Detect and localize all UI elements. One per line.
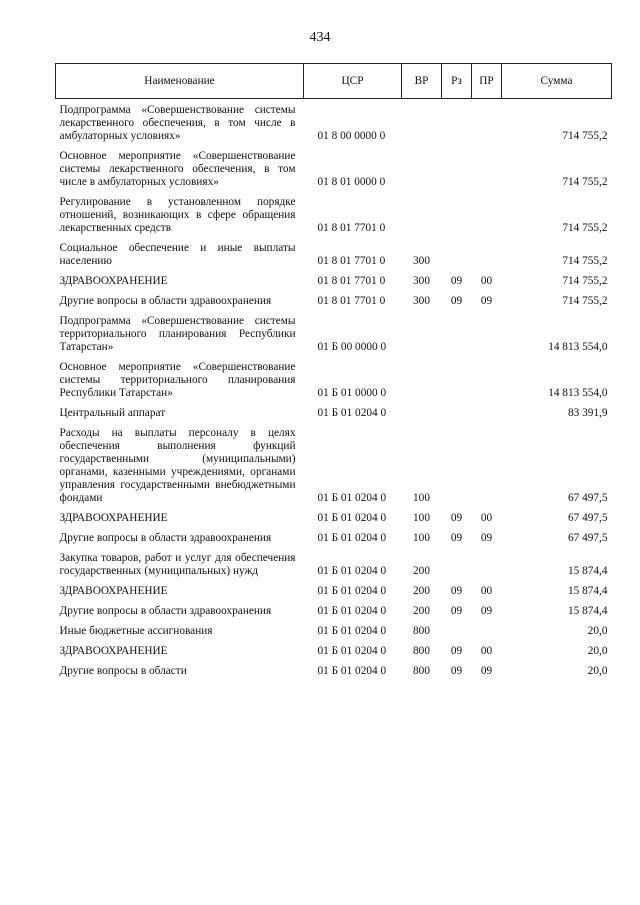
header-pr: ПР	[472, 64, 502, 99]
table-row	[56, 191, 612, 237]
row-csr: 01 8 00 0000 0	[317, 130, 386, 142]
row-name: Иные бюджетные ассигнования	[59, 625, 213, 637]
row-name: Закупка товаров, работ и услуг для обеспечения государственных (муниципальных) нужд	[59, 552, 296, 577]
table-row	[56, 620, 612, 640]
row-vr: 100	[413, 492, 430, 504]
header-vr: ВР	[402, 64, 442, 99]
row-csr: 01 Б 00 0000 0	[317, 341, 387, 353]
header-rz: Рз	[442, 64, 472, 99]
row-sum: 83 391,9	[567, 407, 608, 419]
row-name: Регулирование в установленном порядке отношений, возникающих в сфере обращения лекарственных средств	[59, 196, 296, 234]
row-sum: 14 813 554,0	[548, 341, 608, 353]
row-pr	[472, 99, 502, 146]
row-pr: 00	[480, 275, 493, 287]
table-row	[56, 270, 612, 290]
row-csr: 01 Б 01 0204 0	[317, 492, 387, 504]
row-csr: 01 Б 01 0204 0	[317, 625, 387, 637]
row-pr	[472, 237, 502, 270]
row-pr	[472, 191, 502, 237]
row-rz: 09	[450, 532, 463, 544]
row-csr: 01 Б 01 0204 0	[317, 605, 387, 617]
row-csr: 01 Б 01 0000 0	[317, 387, 387, 399]
table-row	[56, 507, 612, 527]
table-row	[56, 660, 612, 680]
row-name: ЗДРАВООХРАНЕНИЕ	[59, 585, 168, 597]
row-rz: 09	[450, 275, 463, 287]
table-row	[56, 600, 612, 620]
table-row	[56, 640, 612, 660]
row-sum: 20,0	[587, 645, 608, 657]
row-name: ЗДРАВООХРАНЕНИЕ	[59, 512, 168, 524]
row-rz	[442, 402, 472, 422]
row-pr: 09	[480, 665, 493, 677]
table-row	[56, 402, 612, 422]
row-vr: 100	[413, 512, 430, 524]
row-sum: 714 755,2	[562, 295, 608, 307]
row-rz: 09	[450, 605, 463, 617]
header-csr: ЦСР	[304, 64, 402, 99]
row-sum: 15 874,4	[567, 605, 608, 617]
row-vr	[402, 402, 442, 422]
row-rz	[442, 356, 472, 402]
row-name: Другие вопросы в области здравоохранения	[59, 532, 272, 544]
row-csr: 01 Б 01 0204 0	[317, 532, 387, 544]
row-pr: 09	[480, 605, 493, 617]
row-pr	[472, 356, 502, 402]
row-csr: 01 8 01 7701 0	[317, 295, 386, 307]
row-vr	[402, 191, 442, 237]
row-name: Расходы на выплаты персоналу в целях обеспечения выполнения функций государственными (муниципальными) органами, казенными учреждениями, органами управления государственными внебюджетными фондами	[59, 427, 296, 504]
row-csr: 01 Б 01 0204 0	[317, 665, 387, 677]
row-name: ЗДРАВООХРАНЕНИЕ	[59, 275, 168, 287]
row-vr: 200	[413, 565, 430, 577]
header-row	[56, 64, 612, 99]
table-row	[56, 356, 612, 402]
row-vr	[402, 310, 442, 356]
row-vr: 800	[413, 665, 430, 677]
row-name: Центральный аппарат	[59, 407, 166, 419]
row-rz	[442, 237, 472, 270]
row-rz	[442, 620, 472, 640]
row-rz: 09	[450, 295, 463, 307]
row-csr: 01 Б 01 0204 0	[317, 645, 387, 657]
row-name: Социальное обеспечение и иные выплаты населению	[59, 242, 296, 267]
row-pr	[472, 547, 502, 580]
table-row	[56, 145, 612, 191]
row-csr: 01 Б 01 0204 0	[317, 407, 387, 419]
row-pr: 09	[480, 295, 493, 307]
table-row	[56, 422, 612, 507]
row-name: Другие вопросы в области	[59, 665, 187, 677]
row-vr: 300	[413, 275, 430, 287]
table-header	[56, 64, 612, 99]
row-name: ЗДРАВООХРАНЕНИЕ	[59, 645, 168, 657]
row-csr: 01 8 01 7701 0	[317, 275, 386, 287]
row-rz: 09	[450, 512, 463, 524]
row-rz	[442, 99, 472, 146]
row-vr	[402, 99, 442, 146]
row-name: Основное мероприятие «Совершенствование системы территориального планирования Республики Татарстан»	[59, 361, 296, 399]
row-pr	[472, 310, 502, 356]
row-vr: 300	[413, 295, 430, 307]
row-csr: 01 8 01 7701 0	[317, 255, 386, 267]
row-sum: 67 497,5	[567, 492, 608, 504]
row-sum: 14 813 554,0	[548, 387, 608, 399]
row-rz	[442, 310, 472, 356]
row-rz	[442, 191, 472, 237]
budget-table	[55, 63, 612, 680]
row-pr	[472, 422, 502, 507]
row-name: Подпрограмма «Совершенствование системы лекарственного обеспечения, в том числе в амбулаторных условиях»	[59, 104, 296, 142]
header-name: Наименование	[56, 64, 304, 99]
row-sum: 15 874,4	[567, 585, 608, 597]
row-csr: 01 8 01 0000 0	[317, 176, 386, 188]
row-sum: 714 755,2	[562, 275, 608, 287]
row-pr	[472, 402, 502, 422]
row-name: Другие вопросы в области здравоохранения	[59, 295, 272, 307]
row-sum: 20,0	[587, 665, 608, 677]
row-sum: 714 755,2	[562, 255, 608, 267]
row-csr: 01 Б 01 0204 0	[317, 512, 387, 524]
row-vr	[402, 356, 442, 402]
row-sum: 20,0	[587, 625, 608, 637]
table-body	[56, 99, 612, 681]
row-vr: 300	[413, 255, 430, 267]
row-vr: 200	[413, 585, 430, 597]
page-number: 434	[309, 30, 331, 45]
row-rz	[442, 422, 472, 507]
row-sum: 714 755,2	[562, 176, 608, 188]
row-pr	[472, 620, 502, 640]
row-vr: 800	[413, 645, 430, 657]
row-name: Основное мероприятие «Совершенствование системы лекарственного обеспечения, в том числе в амбулаторных условиях»	[59, 150, 296, 188]
row-rz	[442, 145, 472, 191]
row-pr: 09	[480, 532, 493, 544]
row-vr: 200	[413, 605, 430, 617]
row-pr: 00	[480, 645, 493, 657]
table-row	[56, 237, 612, 270]
row-rz: 09	[450, 585, 463, 597]
table-row	[56, 99, 612, 146]
row-csr: 01 Б 01 0204 0	[317, 565, 387, 577]
table-row	[56, 547, 612, 580]
row-sum: 15 874,4	[567, 565, 608, 577]
row-pr	[472, 145, 502, 191]
row-name: Подпрограмма «Совершенствование системы территориального планирования Республики Татарстан»	[59, 315, 296, 353]
row-pr: 00	[480, 512, 493, 524]
header-sum: Сумма	[502, 64, 612, 99]
row-name: Другие вопросы в области здравоохранения	[59, 605, 272, 617]
table-row	[56, 580, 612, 600]
row-sum: 714 755,2	[562, 130, 608, 142]
row-vr	[402, 145, 442, 191]
table-row	[56, 527, 612, 547]
row-rz: 09	[450, 645, 463, 657]
row-sum: 67 497,5	[567, 512, 608, 524]
row-rz: 09	[450, 665, 463, 677]
row-pr: 00	[480, 585, 493, 597]
row-sum: 714 755,2	[562, 222, 608, 234]
row-rz	[442, 547, 472, 580]
row-vr: 100	[413, 532, 430, 544]
row-csr: 01 8 01 7701 0	[317, 222, 386, 234]
row-vr: 800	[413, 625, 430, 637]
table-row	[56, 290, 612, 310]
table-row	[56, 310, 612, 356]
row-csr: 01 Б 01 0204 0	[317, 585, 387, 597]
row-sum: 67 497,5	[567, 532, 608, 544]
